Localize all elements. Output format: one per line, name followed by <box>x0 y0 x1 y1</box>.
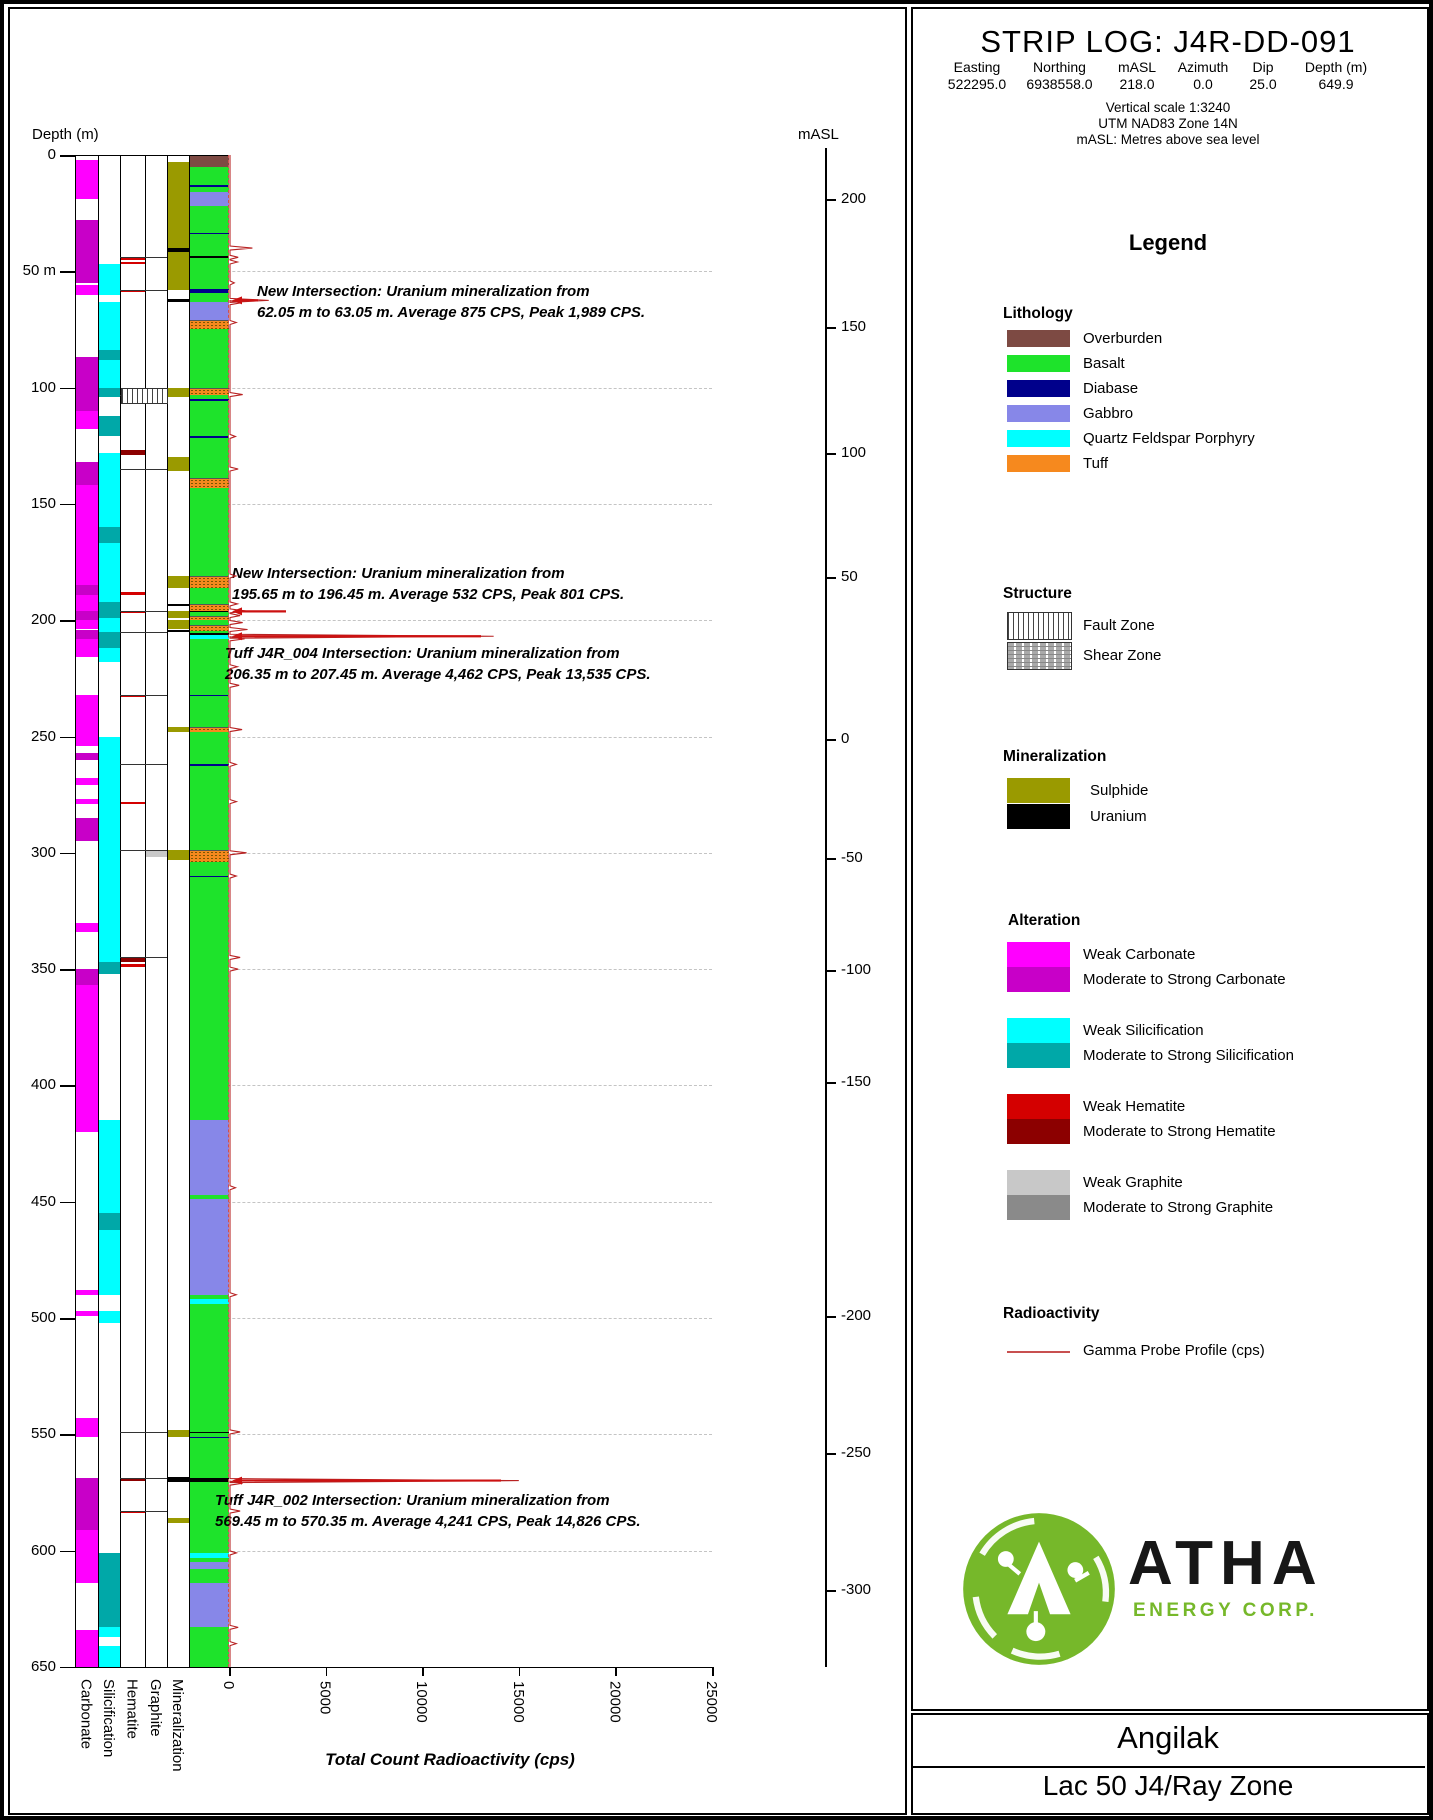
legend-title: Legend <box>1128 230 1208 255</box>
masl-tick-label: 200 <box>841 190 867 207</box>
legend-swatch-shear-zone <box>1007 642 1072 670</box>
legend-swatch-strong <box>1007 1043 1070 1068</box>
legend-swatch-tuff <box>1007 455 1070 472</box>
depth-tick-label: 150 <box>30 494 56 512</box>
legend-swatch-overburden <box>1007 330 1070 347</box>
atha-logo-icon <box>960 1510 1118 1668</box>
depth-tick-label: 550 <box>30 1425 56 1443</box>
legend-label-structure: Shear Zone <box>1083 647 1162 664</box>
depth-tick-label: 600 <box>30 1541 56 1559</box>
leader-arrowhead-icon <box>232 1477 242 1485</box>
depth-tick-label: 0 <box>47 146 56 163</box>
meta-header-cell: Azimuth <box>1177 59 1229 75</box>
zone-name: Lac 50 J4/Ray Zone <box>1042 1770 1294 1801</box>
meta-value-cell: 0.0 <box>1193 76 1213 92</box>
legend-label-strong: Moderate to Strong Hematite <box>1083 1123 1276 1140</box>
legend-label-strong: Moderate to Strong Graphite <box>1083 1199 1274 1216</box>
legend-swatch-weak <box>1007 942 1070 967</box>
brand-subtitle: ENERGY CORP. <box>1133 1600 1318 1621</box>
legend-label-weak: Weak Silicification <box>1083 1022 1204 1039</box>
legend-label-structure: Fault Zone <box>1083 617 1155 634</box>
legend-swatch-weak <box>1007 1094 1070 1119</box>
x-tick-label: 15000 <box>509 1680 527 1723</box>
x-tick-label: 25000 <box>703 1680 720 1723</box>
masl-tick-label: 150 <box>841 318 867 335</box>
depth-tick-label: 350 <box>30 960 56 978</box>
meta-header-cell: mASL <box>1117 59 1157 75</box>
annotation-line: 62.05 m to 63.05 m. Average 875 CPS, Peak 1,989 CPS. <box>257 304 646 321</box>
masl-tick-label: 100 <box>841 444 867 461</box>
masl-tick-label: -50 <box>841 849 863 866</box>
depth-tick-label: 300 <box>30 843 56 861</box>
project-name: Angilak <box>1117 1720 1219 1755</box>
legend-swatch-uranium <box>1007 804 1070 829</box>
page-title: STRIP LOG: J4R-DD-091 <box>980 24 1356 59</box>
meta-value-cell: 6938558.0 <box>1026 76 1093 92</box>
legend-section-mineralization: Mineralization <box>1003 748 1107 765</box>
footer-divider <box>911 1766 1425 1768</box>
x-axis-title: Total Count Radioactivity (cps) <box>325 1750 575 1769</box>
legend-swatch-strong <box>1007 967 1070 992</box>
legend-swatch-gabbro <box>1007 405 1070 422</box>
annotation-line: Tuff J4R_004 Intersection: Uranium mineralization from <box>225 645 620 662</box>
meta-header-cell: Northing <box>1033 59 1086 75</box>
legend-label-lithology: Gabbro <box>1083 405 1134 422</box>
masl-tick-label: -200 <box>841 1307 872 1324</box>
brand-name: ATHA <box>1128 1529 1324 1598</box>
legend-label-lithology: Tuff <box>1083 455 1109 472</box>
legend-swatch-weak <box>1007 1018 1070 1043</box>
masl-tick-label: 0 <box>841 730 850 747</box>
legend-label-lithology: Basalt <box>1083 355 1125 372</box>
legend-label-weak: Weak Carbonate <box>1083 946 1196 963</box>
legend-gamma-line-icon <box>1007 1351 1070 1353</box>
collar-meta-values <box>942 76 1402 92</box>
legend-label-weak: Weak Graphite <box>1083 1174 1183 1191</box>
note-utm: UTM NAD83 Zone 14N <box>1098 116 1238 131</box>
legend-label-strong: Moderate to Strong Silicification <box>1083 1047 1294 1064</box>
x-tick-label: 0 <box>220 1680 237 1690</box>
masl-tick-label: -250 <box>841 1444 872 1461</box>
legend-swatch-weak <box>1007 1170 1070 1195</box>
depth-tick-label: 500 <box>30 1309 56 1326</box>
masl-tick-label: -300 <box>841 1581 872 1598</box>
depth-tick-label: 250 <box>30 727 56 745</box>
annotation-line: Tuff J4R_002 Intersection: Uranium mineralization from <box>215 1492 610 1509</box>
column-label-graphite: Graphite <box>147 1678 164 1737</box>
legend-label-mineralization: Sulphide <box>1090 782 1149 799</box>
column-label-mineralization: Mineralization <box>169 1678 186 1772</box>
legend-swatch-strong <box>1007 1119 1070 1144</box>
annotation-line: New Intersection: Uranium mineralization from <box>232 565 565 582</box>
meta-value-cell: 25.0 <box>1249 76 1277 92</box>
meta-value-cell: 218.0 <box>1119 76 1155 92</box>
legend-label-lithology: Diabase <box>1083 380 1139 397</box>
depth-tick-label: 100 <box>30 378 56 396</box>
legend-label-gamma-profile: Gamma Probe Profile (cps) <box>1083 1342 1265 1359</box>
depth-tick-label: 450 <box>30 1192 56 1210</box>
note-masl: mASL: Metres above sea level <box>1076 132 1260 147</box>
x-tick-label: 20000 <box>606 1680 624 1723</box>
legend-section-radioactivity: Radioactivity <box>1003 1305 1100 1322</box>
depth-tick-label: 50 m <box>22 262 56 280</box>
legend-section-lithology: Lithology <box>1003 305 1073 322</box>
legend-swatch-basalt <box>1007 355 1070 372</box>
collar-meta-headers <box>942 59 1402 75</box>
legend-label-mineralization: Uranium <box>1090 808 1147 825</box>
leader-arrowhead-icon <box>232 632 242 640</box>
legend-label-strong: Moderate to Strong Carbonate <box>1083 971 1286 988</box>
annotation-line: New Intersection: Uranium mineralization from <box>257 283 590 300</box>
depth-tick-label: 400 <box>30 1076 56 1094</box>
gamma-probe-trace <box>230 155 519 1667</box>
legend-section-alteration: Alteration <box>1008 912 1081 929</box>
masl-tick-label: -150 <box>841 1073 872 1090</box>
x-tick-label: 5000 <box>316 1680 334 1715</box>
legend-label-lithology: Overburden <box>1083 330 1163 347</box>
masl-tick-label: 50 <box>841 568 858 585</box>
meta-header-cell: Depth (m) <box>1304 59 1368 75</box>
legend-swatch-strong <box>1007 1195 1070 1220</box>
annotation-line: 195.65 m to 196.45 m. Average 532 CPS, Peak 801 CPS. <box>232 586 625 603</box>
legend-swatch-quartz-feldspar-porphyry <box>1007 430 1070 447</box>
column-label-hematite: Hematite <box>123 1678 141 1739</box>
legend-section-structure: Structure <box>1003 585 1072 602</box>
x-tick-label: 10000 <box>413 1680 431 1723</box>
legend-swatch-diabase <box>1007 380 1070 397</box>
depth-tick-label: 650 <box>30 1657 56 1675</box>
masl-axis-title: mASL <box>798 126 839 143</box>
legend-label-lithology: Quartz Feldspar Porphyry <box>1083 430 1255 447</box>
meta-header-cell: Easting <box>953 59 1001 75</box>
legend-swatch-sulphide <box>1007 778 1070 803</box>
meta-header-cell: Dip <box>1252 59 1274 75</box>
annotation-line: 569.45 m to 570.35 m. Average 4,241 CPS, Peak 14,826 CPS. <box>215 1513 641 1530</box>
note-vertical-scale: Vertical scale 1:3240 <box>1105 100 1231 115</box>
legend-swatch-fault-zone <box>1007 612 1072 640</box>
depth-tick-label: 200 <box>30 611 56 629</box>
depth-axis-title: Depth (m) <box>32 126 99 143</box>
annotation-line: 206.35 m to 207.45 m. Average 4,462 CPS, Peak 13,535 CPS. <box>225 666 651 683</box>
meta-value-cell: 522295.0 <box>947 76 1007 92</box>
column-label-carbonate: Carbonate <box>77 1678 95 1749</box>
masl-tick-label: -100 <box>841 961 872 978</box>
column-label-silicification: Silicification <box>100 1678 117 1758</box>
legend-label-weak: Weak Hematite <box>1083 1098 1186 1115</box>
meta-value-cell: 649.9 <box>1318 76 1354 92</box>
